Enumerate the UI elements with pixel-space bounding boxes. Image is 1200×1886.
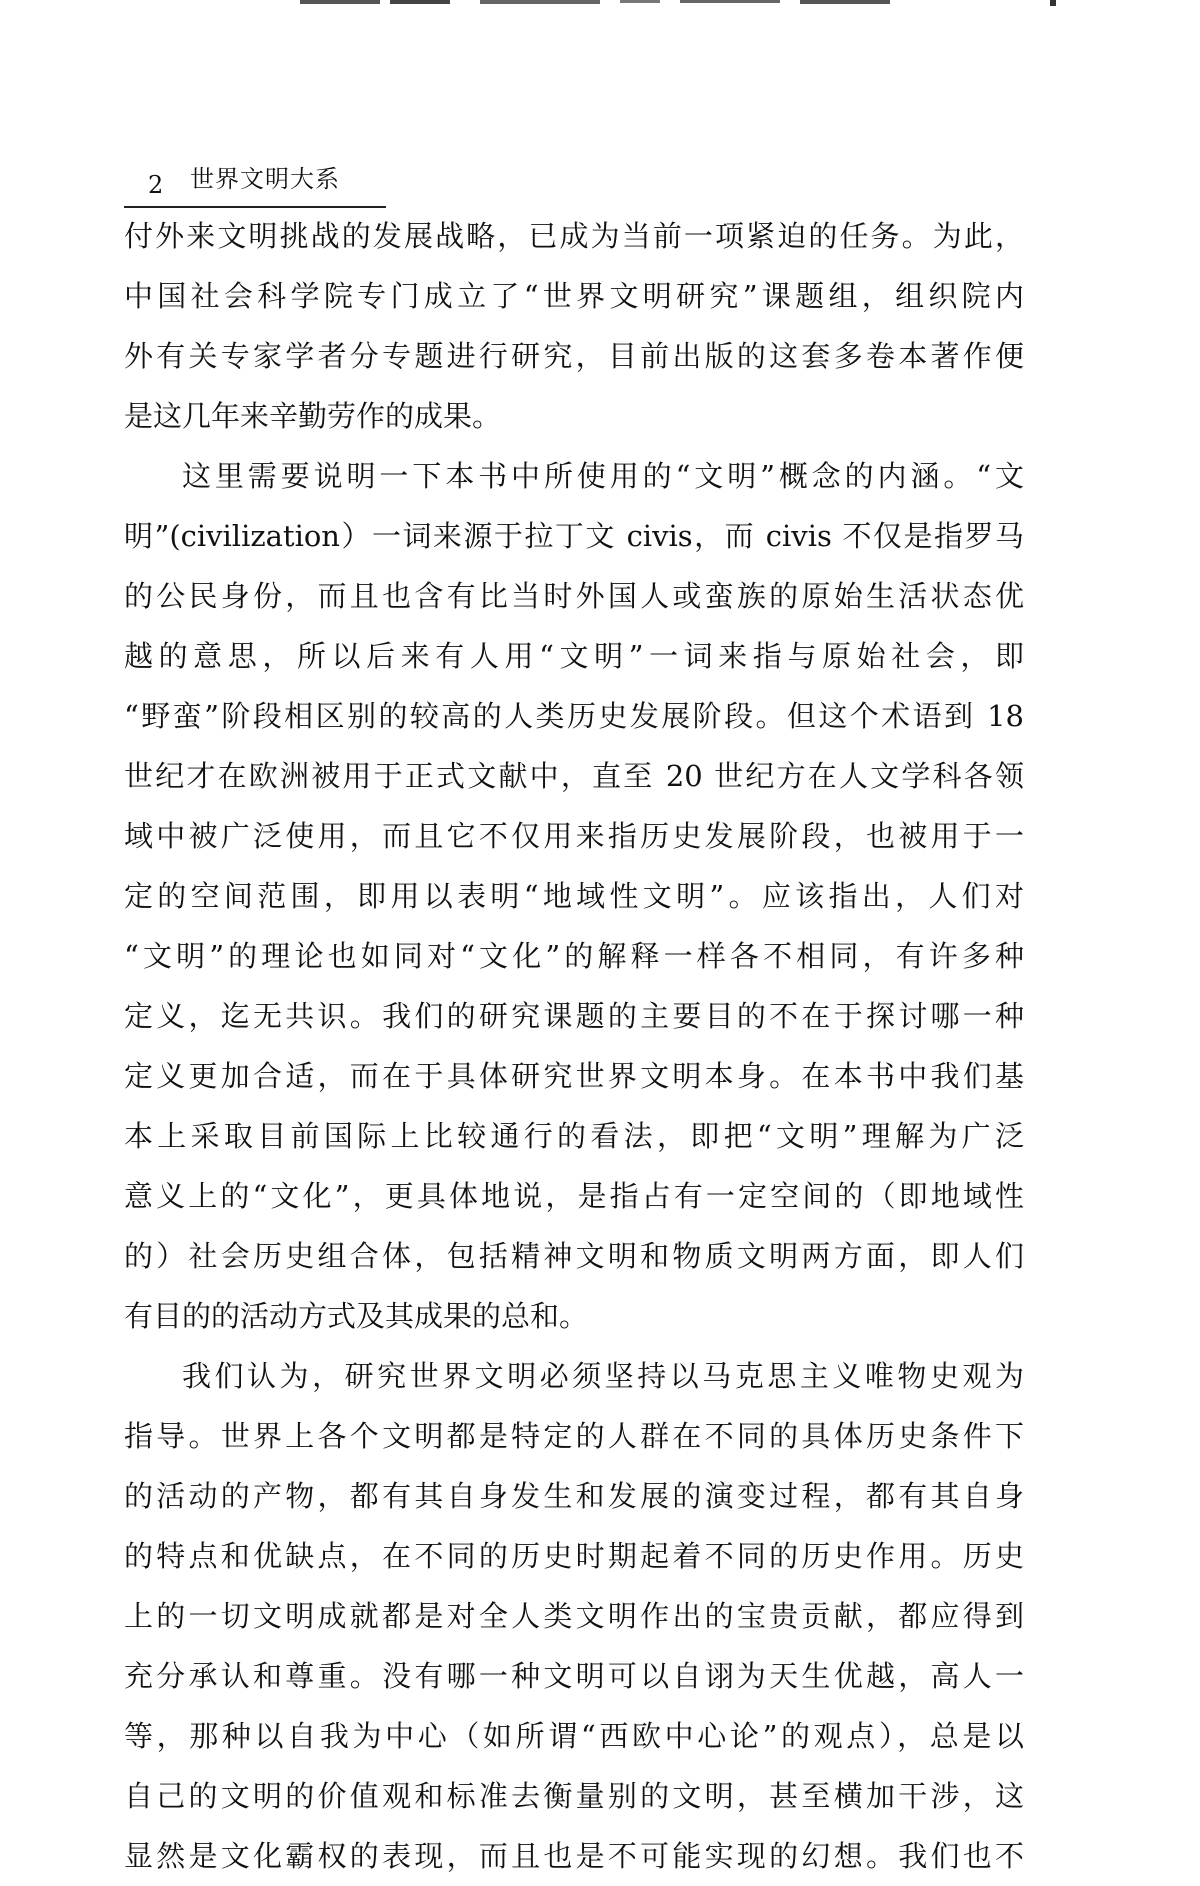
- text-line: 自己的文明的价值观和标准去衡量别的文明，甚至横加干涉，这: [124, 1779, 1024, 1813]
- text-line: 指导。世界上各个文明都是特定的人群在不同的具体历史条件下: [124, 1419, 1024, 1453]
- paragraph-2: [124, 446, 1024, 1346]
- text-line: 付外来文明挑战的发展战略，已成为当前一项紧迫的任务。为此，: [124, 219, 1024, 253]
- text-line: “野蛮”阶段相区别的较高的人类历史发展阶段。但这个术语到 18: [124, 699, 1024, 733]
- body-text: [124, 206, 1024, 1886]
- text-line: 这里需要说明一下本书中所使用的“文明”概念的内涵。“文: [182, 459, 1024, 493]
- text-line: 是这几年来辛勤劳作的成果。: [124, 399, 502, 433]
- text-line: 上的一切文明成就都是对全人类文明作出的宝贵贡献，都应得到: [124, 1599, 1024, 1633]
- paragraph-3: [124, 1346, 1024, 1886]
- text-line: 定义更加合适，而在于具体研究世界文明本身。在本书中我们基: [124, 1059, 1024, 1093]
- book-title: 世界文明大系: [190, 165, 340, 193]
- text-line: 外有关专家学者分专题进行研究，目前出版的这套多卷本著作便: [124, 339, 1024, 373]
- text-line: 的）社会历史组合体，包括精神文明和物质文明两方面，即人们: [124, 1239, 1024, 1273]
- running-head: [124, 160, 386, 208]
- text-line: 的活动的产物，都有其自身发生和发展的演变过程，都有其自身: [124, 1479, 1024, 1513]
- text-line: 充分承认和尊重。没有哪一种文明可以自诩为天生优越，高人一: [124, 1659, 1024, 1693]
- text-line: 的公民身份，而且也含有比当时外国人或蛮族的原始生活状态优: [124, 579, 1024, 613]
- text-line: 我们认为，研究世界文明必须坚持以马克思主义唯物史观为: [182, 1359, 1024, 1393]
- text-line: 等，那种以自我为中心（如所谓“西欧中心论”的观点），总是以: [124, 1719, 1024, 1753]
- text-line: “文明”的理论也如同对“文化”的解释一样各不相同，有许多种: [124, 939, 1024, 973]
- text-line: 有目的的活动方式及其成果的总和。: [124, 1299, 589, 1333]
- paragraph-1: [124, 206, 1024, 446]
- text-line: 定义，迄无共识。我们的研究课题的主要目的不在于探讨哪一种: [124, 999, 1024, 1033]
- text-line: 明”(civilization）一词来源于拉丁文 civis，而 civis 不仅是指罗马: [124, 519, 1024, 553]
- text-line: 显然是文化霸权的表现，而且也是不可能实现的幻想。我们也不: [124, 1839, 1024, 1873]
- text-line: 域中被广泛使用，而且它不仅用来指历史发展阶段，也被用于一: [124, 819, 1024, 853]
- text-line: 定的空间范围，即用以表明“地域性文明”。应该指出，人们对: [124, 879, 1024, 913]
- text-line: 中国社会科学院专门成立了“世界文明研究”课题组，组织院内: [124, 279, 1024, 313]
- text-line: 本上采取目前国际上比较通行的看法，即把“文明”理解为广泛: [124, 1119, 1024, 1153]
- scan-top-edge-artifact: [0, 0, 1200, 12]
- text-line: 世纪才在欧洲被用于正式文献中，直至 20 世纪方在人文学科各领: [124, 759, 1024, 793]
- text-line: 的特点和优缺点，在不同的历史时期起着不同的历史作用。历史: [124, 1539, 1024, 1573]
- text-line: 意义上的“文化”，更具体地说，是指占有一定空间的（即地域性: [124, 1179, 1024, 1213]
- page-number: 2: [148, 171, 164, 199]
- text-line: 越的意思，所以后来有人用“文明”一词来指与原始社会，即: [124, 639, 1024, 673]
